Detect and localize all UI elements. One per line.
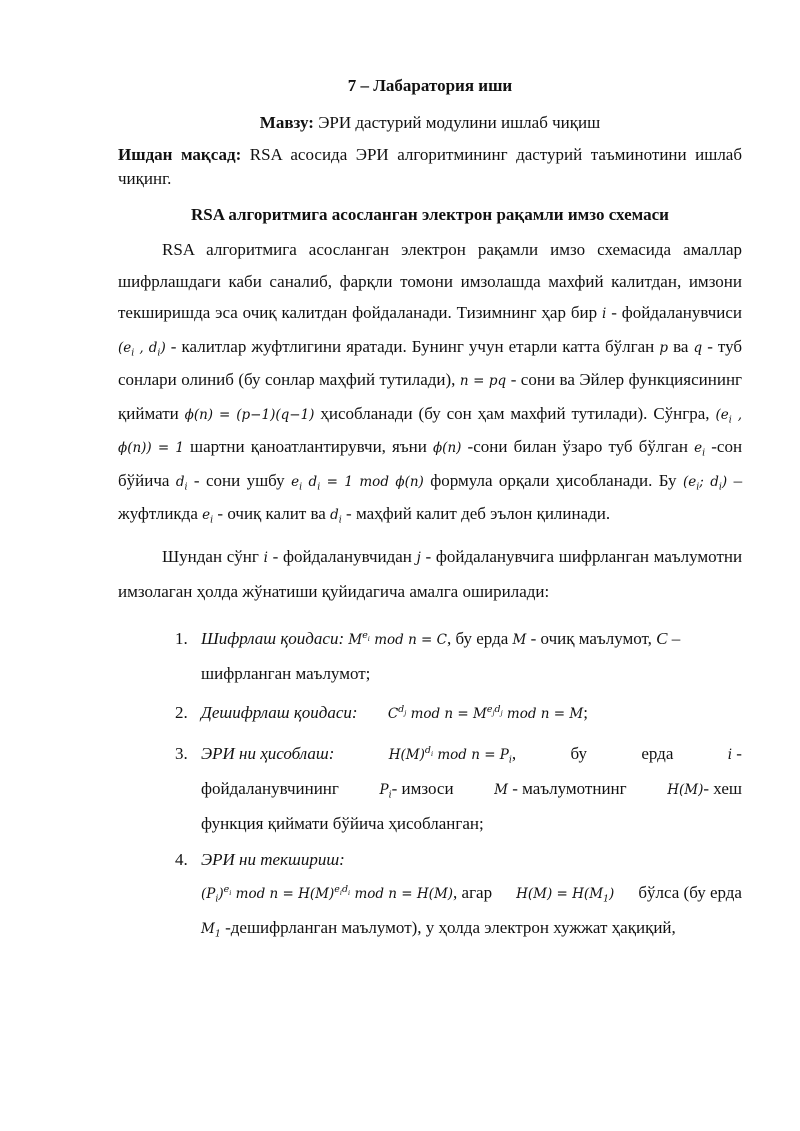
- topic-label: Мавзу:: [259, 113, 314, 132]
- formula-ei: $e_i$: [694, 440, 706, 459]
- formula-pair: ($e_i$; $d_i$): [682, 473, 728, 493]
- section-heading: RSA алгоритмига асосланган электрон рақамли имзо схемаси: [191, 205, 669, 224]
- formula-euler: ϕ(n) = (p−1)(q−1): [184, 406, 315, 423]
- document-page: [118, 70, 742, 946]
- formula-i: i: [602, 306, 607, 322]
- formula-encrypt: $M^{e_i}$ mod n = C: [348, 630, 447, 648]
- formula-di-2: $d_i$: [330, 507, 342, 526]
- topic-line: [118, 107, 742, 138]
- list-item: 2. Дешифрлаш қоидаси: $C^{d_j}$ mod $n = M^{e_jd_j}$ mod n = M;: [175, 702, 588, 722]
- list-item: 4. ЭРИ ни текшириш: $(P_i)^{e_i}$ mod $n = H(M)^{e_id_i}$ mod n = H(M), агар $H(M) = H(M_1)$ бўлса (бу ерда $M_1$ -дешифрланган маълумот), у ҳолда электрон хужжат ҳақиқий,: [175, 849, 742, 940]
- formula-sign: $H(M)^{d_i}$ mod $n = P_i$: [388, 745, 512, 766]
- formula-gcd: ($e_i$ , ϕ(n)) = 1: [118, 406, 742, 456]
- list-item: 1. Шифрлаш қоидаси: $M^{e_i}$ mod n = C, бу ерда M - очиқ маълумот, C – шифрланган маълумот;: [175, 628, 681, 683]
- formula-n-pq: n = pq: [459, 373, 507, 389]
- steps-list: [118, 622, 742, 946]
- formula-p: p: [659, 339, 669, 356]
- paragraph-2: Шундан сўнг i - фойдаланувчидан j - фойдаланувчига шифрланган маълумотни имзолаган ҳолда жўнатиши қуйидагича амалга оширилади:: [118, 546, 743, 601]
- formula-decrypt: $C^{d_j}$ mod $n = M^{e_jd_j}$ mod n = M: [387, 704, 584, 722]
- goal-label: Ишдан мақсад:: [118, 145, 242, 164]
- formula-verify: $(P_i)^{e_i}$ mod $n = H(M)^{e_id_i}$ mod n = H(M): [201, 884, 454, 905]
- page-title: 7 – Лабаратория иши: [347, 76, 513, 95]
- formula-q: q: [693, 339, 703, 356]
- formula-ei-2: $e_i$: [202, 507, 214, 526]
- formula-key-pair: ($e_i$ , $d_i$): [118, 339, 166, 359]
- formula-di: $d_i$: [175, 473, 188, 493]
- formula-ed-mod: $e_i$ $d_i = 1$ mod ϕ(n): [291, 473, 424, 493]
- formula-phi-n: ϕ(n): [432, 440, 462, 456]
- goal-line: [118, 143, 742, 191]
- paragraph-1: RSA алгоритмига асосланган электрон рақамли имзо схемасида амаллар шифрлашдаги каби саналиб, фарқли томони имзолашда махфий калитдан, имзони текширишда эса очиқ калитдан фойдаланади. Тизимнинг ҳар бир i - фойдаланувчиси ($e_i$ , $d_i$) - калитлар жуфтлигини яратади. Бунинг учун етарли катта бўлган p ва q - туб сонлари олиниб (бу сонлар маҳфий тутилади), n = pq - сони ва Эйлер функциясининг қиймати ϕ(n) = (p−1)(q−1) ҳисобланади (бу сон ҳам махфий тутилади). Сўнгра, ($e_i$ , ϕ(n)) = 1 шартни қаноатлантирувчи, яъни ϕ(n) -сони билан ўзаро туб бўлган $e_i$ -сон бўйича $d_i$ - сони ушбу $e_i$ $d_i = 1$ mod ϕ(n) формула орқали ҳисобланади. Бу ($e_i$; $d_i$) – жуфтликда $e_i$ - очиқ калит ва $d_i$ - маҳфий калит деб эълон қилинади.: [118, 240, 743, 526]
- topic-text: ЭРИ дастурий модулини ишлаб чиқиш: [318, 113, 601, 132]
- goal-text: RSA асосида ЭРИ алгоритмининг дастурий таъминотини ишлаб чиқинг.: [118, 145, 742, 188]
- list-item: 3. ЭРИ ни ҳисоблаш: $H(M)^{d_i}$ mod $n = P_i$, бу ерда i - фойдаланувчининг $P_i-$ имзоси M - маълумотнинг H(M)- хеш функция қиймати бўйича ҳисобланган;: [175, 743, 742, 833]
